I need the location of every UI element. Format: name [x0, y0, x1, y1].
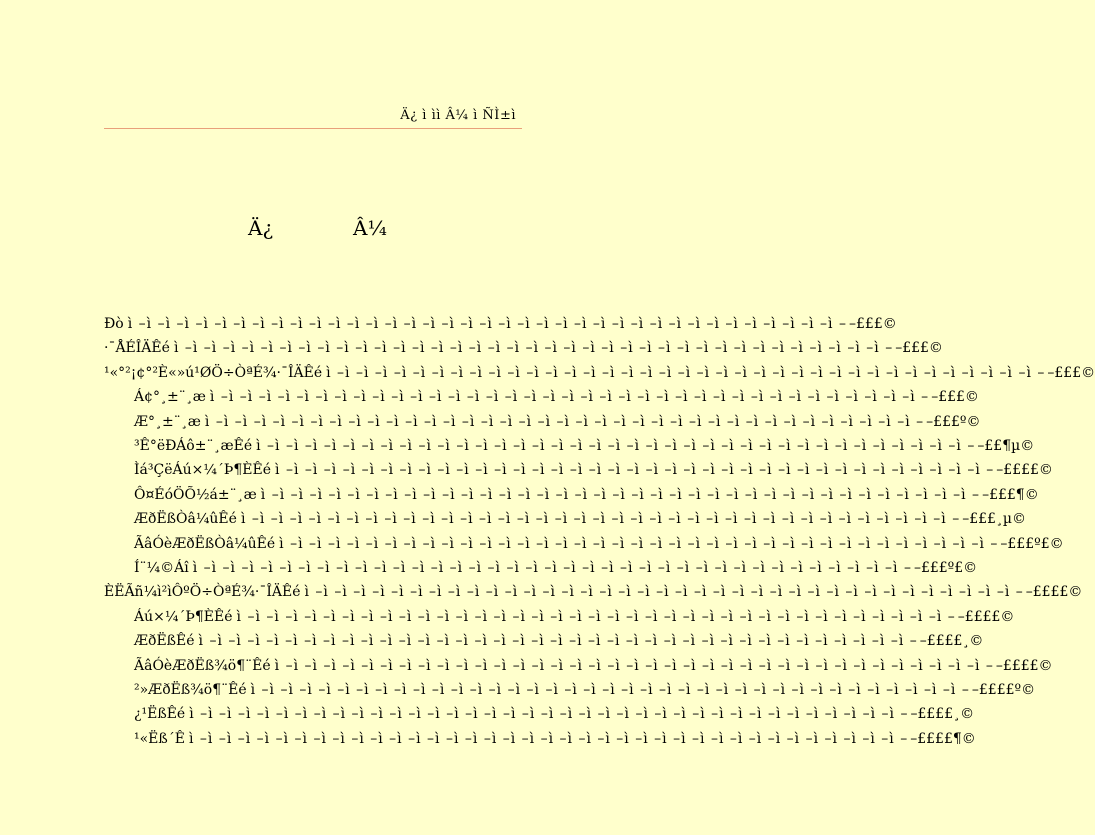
toc-leader-dots: ì –ì –ì –ì –ì –ì –ì –ì –ì –ì –ì –ì –ì –ì –ì –ì –ì –ì –ì –ì –ì –ì –ì –ì –ì –ì –ì –ì –ì –ì –ì –ì –ì –ì –ì –ì –ì –ì –	[274, 657, 994, 674]
toc-entry-page: –££££©	[996, 462, 1053, 479]
toc-entry-page: –££££©	[1025, 584, 1083, 601]
toc-entry-page: –££££©	[995, 657, 1053, 674]
toc-entry[interactable]	[134, 410, 981, 434]
toc-entry-label: Ìá³ÇëÁú×¼´Þ¶ÈÊé	[134, 462, 272, 479]
toc-entry[interactable]	[134, 458, 1053, 482]
toc-entry-label: ¹«Ëß´Ê	[134, 730, 185, 747]
toc-entry[interactable]	[134, 702, 975, 726]
toc-entry[interactable]	[104, 580, 1083, 604]
toc-entry-label: ÃâÓèÆðËß¾ö¶¨Êé	[134, 657, 271, 674]
toc-entry-page: –££££©	[957, 608, 1015, 625]
toc-entry-label: ÈËÃñ¼ì²ìÔºÖ÷ÒªÉ¾·¯ÎÄÊé	[104, 584, 301, 601]
toc-entry-label: ÆðËßÊé	[134, 633, 195, 650]
toc-leader-dots: ì –ì –ì –ì –ì –ì –ì –ì –ì –ì –ì –ì –ì –ì –ì –ì –ì –ì –ì –ì –ì –ì –ì –ì –ì –ì –ì –ì –ì –ì –ì –ì –ì –ì –ì –ì –ì –ì –	[192, 560, 912, 576]
toc-entry[interactable]	[104, 312, 897, 336]
page-title-part-2: Â¼	[353, 216, 387, 240]
toc-entry-label: Ô¤ÉóÖÕ½á±¨¸æ	[134, 486, 257, 503]
toc-leader-dots: ì –ì –ì –ì –ì –ì –ì –ì –ì –ì –ì –ì –ì –ì –ì –ì –ì –ì –ì –ì –ì –ì –ì –ì –ì –ì –ì –ì –ì –ì –ì –ì –ì –ì –ì –ì –ì –ì –	[173, 340, 894, 357]
page-title-part-1: Ä¿	[248, 216, 274, 240]
toc-entry-page: –£££º©	[926, 413, 981, 430]
toc-leader-dots: ì –ì –ì –ì –ì –ì –ì –ì –ì –ì –ì –ì –ì –ì –ì –ì –ì –ì –ì –ì –ì –ì –ì –ì –ì –ì –ì –ì –ì –ì –ì –ì –ì –ì –ì –ì –ì –ì –	[256, 438, 976, 454]
toc-entry-page: –£££©	[895, 340, 943, 357]
toc-leader-dots: ì –ì –ì –ì –ì –ì –ì –ì –ì –ì –ì –ì –ì –ì –ì –ì –ì –ì –ì –ì –ì –ì –ì –ì –ì –ì –ì –ì –ì –ì –ì –ì –ì –ì –ì –ì –ì –ì –	[236, 608, 956, 625]
header-divider	[104, 128, 522, 129]
toc-entry[interactable]	[134, 678, 1036, 702]
toc-entry-label: ²»ÆðËß¾ö¶¨Êé	[134, 682, 247, 698]
toc-entry-label: ³Ê°ëÐÁô±¨¸æÊé	[134, 438, 253, 454]
toc-entry-page: –£££©	[931, 389, 979, 406]
toc-leader-dots: ì –ì –ì –ì –ì –ì –ì –ì –ì –ì –ì –ì –ì –ì –ì –ì –ì –ì –ì –ì –ì –ì –ì –ì –ì –ì –ì –ì –ì –ì –ì –ì –ì –ì –ì –ì –ì –ì –	[260, 486, 981, 503]
toc-entry[interactable]	[134, 385, 979, 409]
toc-entry-label: Í¨¼©Áî	[134, 560, 189, 576]
toc-entry[interactable]	[134, 556, 978, 580]
toc-entry-label: Ðò	[104, 316, 124, 332]
toc-leader-dots: ì –ì –ì –ì –ì –ì –ì –ì –ì –ì –ì –ì –ì –ì –ì –ì –ì –ì –ì –ì –ì –ì –ì –ì –ì –ì –ì –ì –ì –ì –ì –ì –ì –ì –ì –ì –ì –ì –	[275, 462, 995, 479]
running-header: Ä¿ ì ìì Â¼ ì ÑÌ±ì	[400, 108, 516, 123]
toc-entry-label: Æ°¸±¨¸æ	[134, 413, 201, 430]
toc-leader-dots: ì –ì –ì –ì –ì –ì –ì –ì –ì –ì –ì –ì –ì –ì –ì –ì –ì –ì –ì –ì –ì –ì –ì –ì –ì –ì –ì –ì –ì –ì –ì –ì –ì –ì –ì –ì –ì –ì –	[209, 389, 930, 406]
toc-entry-label: ÆðËßÒâ¼ûÊé	[134, 511, 237, 528]
toc-entry-label: ¹«°²¡¢°²È«»ú¹ØÖ÷ÒªÉ¾·¯ÎÄÊé	[104, 364, 323, 381]
toc-entry-page: –£££º£©	[1000, 535, 1064, 552]
toc-leader-dots: ì –ì –ì –ì –ì –ì –ì –ì –ì –ì –ì –ì –ì –ì –ì –ì –ì –ì –ì –ì –ì –ì –ì –ì –ì –ì –ì –ì –ì –ì –ì –ì –ì –ì –ì –ì –ì –ì –	[279, 535, 999, 552]
toc-entry-page: –££££¸©	[910, 706, 975, 723]
toc-entry-label: ·¯ÅÉÎÄÊé	[104, 340, 170, 357]
toc-entry-label: Áú×¼´Þ¶ÈÊé	[134, 608, 233, 625]
toc-entry-page: –£££º£©	[913, 560, 978, 576]
toc-leader-dots: ì –ì –ì –ì –ì –ì –ì –ì –ì –ì –ì –ì –ì –ì –ì –ì –ì –ì –ì –ì –ì –ì –ì –ì –ì –ì –ì –ì –ì –ì –ì –ì –ì –ì –ì –ì –ì –ì –	[188, 730, 909, 747]
toc-entry-label: ¿¹ËßÊé	[134, 706, 186, 723]
toc-entry[interactable]	[134, 654, 1053, 678]
toc-entry-page: –£££©	[1047, 364, 1095, 381]
toc-entry[interactable]	[104, 361, 1095, 385]
toc-entry-label: Á¢°¸±¨¸æ	[134, 389, 206, 406]
toc-leader-dots: ì –ì –ì –ì –ì –ì –ì –ì –ì –ì –ì –ì –ì –ì –ì –ì –ì –ì –ì –ì –ì –ì –ì –ì –ì –ì –ì –ì –ì –ì –ì –ì –ì –ì –ì –ì –ì –ì –	[326, 364, 1046, 381]
toc-leader-dots: ì –ì –ì –ì –ì –ì –ì –ì –ì –ì –ì –ì –ì –ì –ì –ì –ì –ì –ì –ì –ì –ì –ì –ì –ì –ì –ì –ì –ì –ì –ì –ì –ì –ì –ì –ì –ì –ì –	[304, 584, 1024, 601]
toc-leader-dots: ì –ì –ì –ì –ì –ì –ì –ì –ì –ì –ì –ì –ì –ì –ì –ì –ì –ì –ì –ì –ì –ì –ì –ì –ì –ì –ì –ì –ì –ì –ì –ì –ì –ì –ì –ì –ì –ì –	[127, 316, 847, 332]
toc-entry-page: –£££¶©	[982, 486, 1039, 503]
toc-entry[interactable]	[134, 434, 1035, 458]
toc-leader-dots: ì –ì –ì –ì –ì –ì –ì –ì –ì –ì –ì –ì –ì –ì –ì –ì –ì –ì –ì –ì –ì –ì –ì –ì –ì –ì –ì –ì –ì –ì –ì –ì –ì –ì –ì –ì –ì –ì –	[189, 706, 909, 723]
toc-entry[interactable]	[134, 507, 1027, 531]
toc-entry-label: ÃâÓèÆðËßÒâ¼ûÊé	[134, 535, 276, 552]
toc-entry-page: –££££¸©	[919, 633, 984, 650]
toc-leader-dots: ì –ì –ì –ì –ì –ì –ì –ì –ì –ì –ì –ì –ì –ì –ì –ì –ì –ì –ì –ì –ì –ì –ì –ì –ì –ì –ì –ì –ì –ì –ì –ì –ì –ì –ì –ì –ì –ì –	[250, 682, 970, 698]
toc-leader-dots: ì –ì –ì –ì –ì –ì –ì –ì –ì –ì –ì –ì –ì –ì –ì –ì –ì –ì –ì –ì –ì –ì –ì –ì –ì –ì –ì –ì –ì –ì –ì –ì –ì –ì –ì –ì –ì –ì –	[198, 633, 918, 650]
toc-entry[interactable]	[134, 727, 976, 751]
toc-leader-dots: ì –ì –ì –ì –ì –ì –ì –ì –ì –ì –ì –ì –ì –ì –ì –ì –ì –ì –ì –ì –ì –ì –ì –ì –ì –ì –ì –ì –ì –ì –ì –ì –ì –ì –ì –ì –ì –ì –	[204, 413, 925, 430]
toc-entry[interactable]	[134, 532, 1064, 556]
toc-leader-dots: ì –ì –ì –ì –ì –ì –ì –ì –ì –ì –ì –ì –ì –ì –ì –ì –ì –ì –ì –ì –ì –ì –ì –ì –ì –ì –ì –ì –ì –ì –ì –ì –ì –ì –ì –ì –ì –ì –	[240, 511, 961, 528]
toc-entry-page: –££¶µ©	[977, 438, 1035, 454]
toc-entry[interactable]	[134, 483, 1039, 507]
toc-entry-page: –££££º©	[971, 682, 1036, 698]
toc-entry[interactable]	[134, 629, 984, 653]
toc-entry-page: –££££¶©	[910, 730, 976, 747]
toc-entry[interactable]	[104, 336, 943, 360]
toc-entry-page: –£££©	[849, 316, 897, 332]
toc-entry[interactable]	[134, 605, 1015, 629]
toc-entry-page: –£££¸µ©	[962, 511, 1027, 528]
